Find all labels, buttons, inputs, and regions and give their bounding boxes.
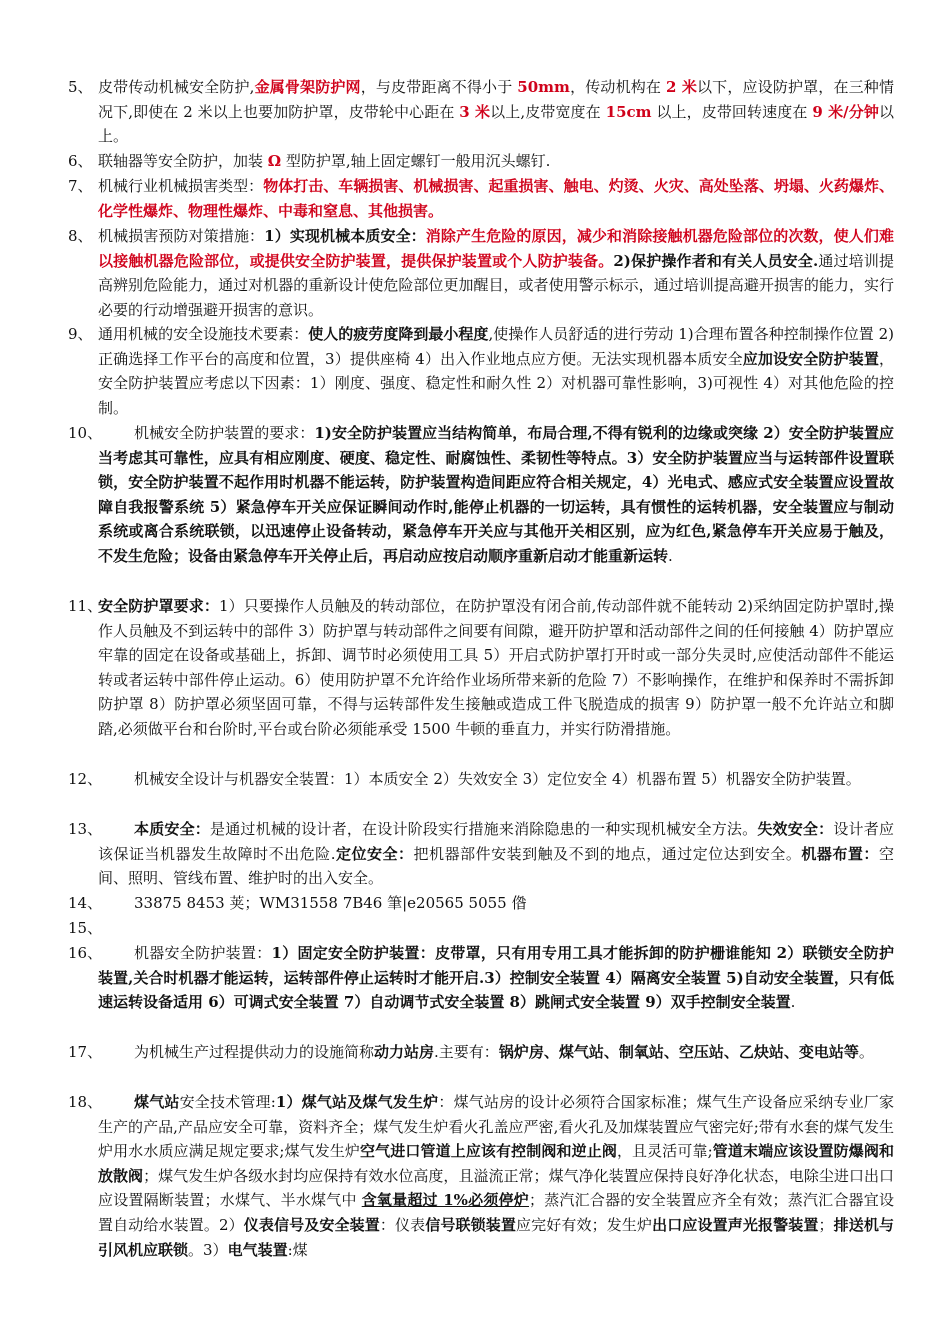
emphasis-text: 信号联锁装置 [425,1215,516,1234]
body-text: ：煤气站房的设计必须符合国家标准；煤气生产设备应采纳专业厂家生产的产品,产品应安全可靠，资料齐全；煤气发生炉看火孔盖应严密,看火孔及加煤装置应气密完好;带有水套的煤气发生炉用水水质应满足规定要求;煤气发生炉 [98,1093,894,1161]
body-text: 。 [858,1043,874,1061]
body-text: 为机械生产过程提供动力的设施简称 [134,1043,375,1061]
body-text: 设计者应该保证当机器发生故障时不出危险. [98,820,894,863]
emphasis-text: 机器布置： [801,844,879,863]
body-text: 把机器部件安装到触及不到的地点，通过定位达到安全。 [413,844,802,863]
emphasis-text: 1)安全防护装置应当结构简单，布局合理,不得有锐利的边缘或突缘 2）安全防护装置应当考虑其可靠性，应具有相应刚度、硬度、稳定性、耐腐蚀性、柔韧性等特点。3）安全防护装置应当与运转部件设置联锁，安全防护装置不起作用时机器不能运转，防护装置构造间距应符合相关规定，4）光电式、感应式安全装置应设置故障自我报警系统 5）紧急停车开关应保证瞬间动作时,能停止机器的一切运转，具有惯性的运转机器，安全装置应与制动系统或离合系统联锁，以迅速停止设备转动，紧急停车开关应与其他开关相区别，应为红色,紧急停车开关应易于触及，不发生危险；设备由紧急停车开关停止后，再启动应按启动顺序重新启动才能重新运转 [98,424,894,565]
highlight-text: 3 米 [459,102,491,121]
item-number: 18、 [68,1093,103,1111]
item-text [98,224,894,322]
item-text [98,891,894,916]
body-text: 以下，应设防护罩，在三种情况下,即使在 2 米以上也要加防护罩，皮带轮中心距在 [98,78,894,121]
item-number: 9、 [68,325,93,343]
body-text: 。3） [188,1240,228,1259]
list-item-10 [68,421,894,569]
emphasis-text: 应加设安全防护装置 [742,349,879,368]
body-text: 型防护罩,轴上固定螺钉一般用沉头螺钉. [281,152,551,170]
body-text: 安全技术管理: [179,1093,276,1111]
list-item-14 [68,891,894,916]
item-text [98,1040,894,1065]
item-text [98,767,894,792]
item-number: 5、 [68,78,93,96]
item-number: 6、 [68,152,93,170]
body-text: 通过培训提高辨别危险能力，通过对机器的重新设计使危险部位更加醒目，或者使用警示标示，通过培训提高避开损害的能力，实行必要的行动增强避开损害的意识。 [98,251,894,319]
list-item-17 [68,1040,894,1065]
item-text [98,1090,894,1262]
emphasis-text: 含氧量超过 1%必须停炉 [361,1191,529,1210]
body-text: ，与皮带距离不得小于 [360,78,518,96]
body-text: 以上,皮带宽度在 [490,102,606,121]
highlight-text: 物体打击、车辆损害、机械损害、起重损害、触电、灼烫、火灾、高处坠落、坍塌、火药爆炸、化学性爆炸、物理性爆炸、中毒和窒息、其他损害。 [98,177,894,220]
item-text [98,149,894,174]
highlight-text: 9 米/分钟 [812,102,879,121]
body-text: :煤 [287,1240,308,1259]
body-text: ；煤气发生炉各级水封均应保持有效水位高度，且溢流正常；煤气净化装置应保持良好净化状态，电除尘进口出口应设置隔断装置；水煤气、半水煤气中 [98,1166,894,1210]
list-item-12 [68,767,894,792]
body-text: . [668,546,673,565]
item-number: 12、 [68,770,103,788]
emphasis-text: 1）煤气站及煤气发生炉 [275,1093,439,1111]
emphasis-text: 1）固定安全防护装置：皮带罩，只有用专用工具才能拆卸的防护栅谁能知 2）联锁安全防护装置,关合时机器才能运转，运转部件停止运转时才能开启.3）控制安全装置 4）隔离安全装置 5)自动安全装置，只有低速运转设备适用 6）可调式安全装置 7）自动调节式安全装置 8）跳闸式安全装置 9）双手控制安全装置 [98,944,894,1012]
item-number: 16、 [68,944,103,962]
body-text: ,使操作人员舒适的进行劳动 1)合理布置各种控制操作位置 2)正确选择工作平台的高度和位置，3）提供座椅 4）出入作业地点应方便。无法实现机器本质安全 [98,325,894,368]
item-text [98,594,894,742]
body-text: .主要有： [434,1043,499,1061]
item-number: 8、 [68,227,93,245]
emphasis-text: 空气进口管道上应该有控制阀和逆止阀 [360,1142,617,1161]
highlight-text: 2 米 [666,78,697,96]
body-text: 机器安全防护装置： [134,944,272,962]
body-text: 33875 8453 荚；WM31558 7B46 筆|e20565 5055 偺 [134,894,527,912]
emphasis-text: 煤气站 [134,1093,180,1111]
item-text [98,75,894,149]
emphasis-text: 本质安全： [134,820,211,838]
body-text: ：仪表 [379,1215,426,1234]
emphasis-text: 使人的疲劳度降到最小程度 [308,325,489,343]
emphasis-text: 失效安全： [757,820,834,838]
list-item-5 [68,75,894,149]
item-number: 15、 [68,919,103,937]
item-number: 10、 [68,424,103,442]
item-number: 11、 [68,597,103,615]
body-text: ； [818,1215,834,1234]
emphasis-text: 排送机与引风机应联锁 [98,1215,894,1259]
body-text: 以上。 [98,102,894,146]
list-item-16 [68,941,894,1015]
highlight-text: 消除产生危险的原因，减少和消除接触机器危险部位的次数，使人们难以接触机器危险部位，或提供安全防护装置，提供保护装置或个人防护装备。 [98,227,894,270]
item-number: 17、 [68,1043,103,1061]
list-item-11 [68,594,894,742]
list-item-18 [68,1090,894,1262]
body-text: 机械安全设计与机器安全装置：1）本质安全 2）失效安全 3）定位安全 4）机器布置 5）机器安全防护装置。 [134,770,861,788]
body-text: 联轴器等安全防护，加装 [98,152,268,170]
body-text: 应完好有效；发生炉 [515,1215,653,1234]
highlight-text: 15cm [605,102,652,121]
emphasis-text: 1）实现机械本质安全： [264,227,426,245]
body-text: 机械损害预防对策措施： [98,227,265,245]
emphasis-text: 出口应设置声光报警装置 [652,1215,819,1234]
emphasis-text: 动力站房 [374,1043,435,1061]
body-text: 机械安全防护装置的要求： [134,424,315,442]
item-number: 14、 [68,894,103,912]
item-text [98,174,894,223]
item-text [98,941,894,1015]
item-text [98,817,894,891]
list-item-7 [68,174,894,223]
emphasis-text: 安全防护罩要求： [98,597,219,615]
item-text [98,421,894,569]
highlight-text: 50mm [517,78,570,96]
body-text: . [790,993,796,1012]
body-text: 是通过机械的设计者，在设计阶段实行措施来消除隐患的一种实现机械安全方法。 [210,820,758,838]
highlight-text: Ω [267,152,282,170]
body-text: ，传动机构在 [569,78,666,96]
body-text: ，且灵活可靠; [616,1142,713,1161]
body-text: 皮带传动机械安全防护, [98,78,255,96]
body-text: 机械行业机械损害类型： [98,177,264,195]
emphasis-text: 锅炉房、煤气站、制氧站、空压站、乙炔站、变电站等 [498,1043,859,1061]
body-text: 通用机械的安全设施技术要素： [98,325,309,343]
item-number: 13、 [68,820,103,838]
emphasis-text: 电气装置 [227,1240,288,1259]
emphasis-text: 2)保护操作者和有关人员安全. [613,251,819,270]
highlight-text: 金属骨架防护网 [254,78,361,96]
emphasis-text: 管道末端应该设置防爆阀和放散阀 [98,1142,894,1185]
item-text [98,322,894,420]
list-item-6 [68,149,894,174]
body-text: ；蒸汽汇合器的安全装置应齐全有效；蒸汽汇合器宜设置自动给水装置。2） [98,1191,894,1234]
body-text: 以上，皮带回转速度在 [651,102,813,121]
body-text: 1）只要操作人员触及的转动部位，在防护罩没有闭合前,传动部件就不能转动 2)采纳固定防护罩时,操作人员触及不到运转中的部件 3）防护罩与转动部件之间要有间隙，避开防护罩和活动部件之间的任何接触 4）防护罩应牢靠的固定在设备或基础上，拆卸、调节时必须使用工具 5）开启式防护罩打开时或一部分失灵时,应使活动部件不能运转或者运转中部件停止运动。6）使用防护罩不允许给作业场所带来新的危险 7）不影响操作，在维护和保养时不需拆卸防护罩 8）防护罩必须坚固可靠，不得与运转部件发生接触或造成工件飞脱造成的损害 9）防护罩一般不允许站立和脚踏,必须做平台和台阶时,平台或台阶必须能承受 1500 牛顿的垂直力，并实行防滑措施。 [98,597,894,738]
emphasis-text: 仪表信号及安全装置 [243,1215,380,1234]
body-text: ，安全防护装置应考虑以下因素：1）刚度、强度、稳定性和耐久性 2）对机器可靠性影响，3)可视性 4）对其他危险的控制。 [98,349,894,417]
item-number: 7、 [68,177,93,195]
list-item-13 [68,817,894,891]
emphasis-text: 定位安全： [335,844,414,863]
list-item-9 [68,322,894,420]
list-item-8 [68,224,894,322]
body-text: 空间、照明、管线布置、维护时的出入安全。 [98,844,894,888]
